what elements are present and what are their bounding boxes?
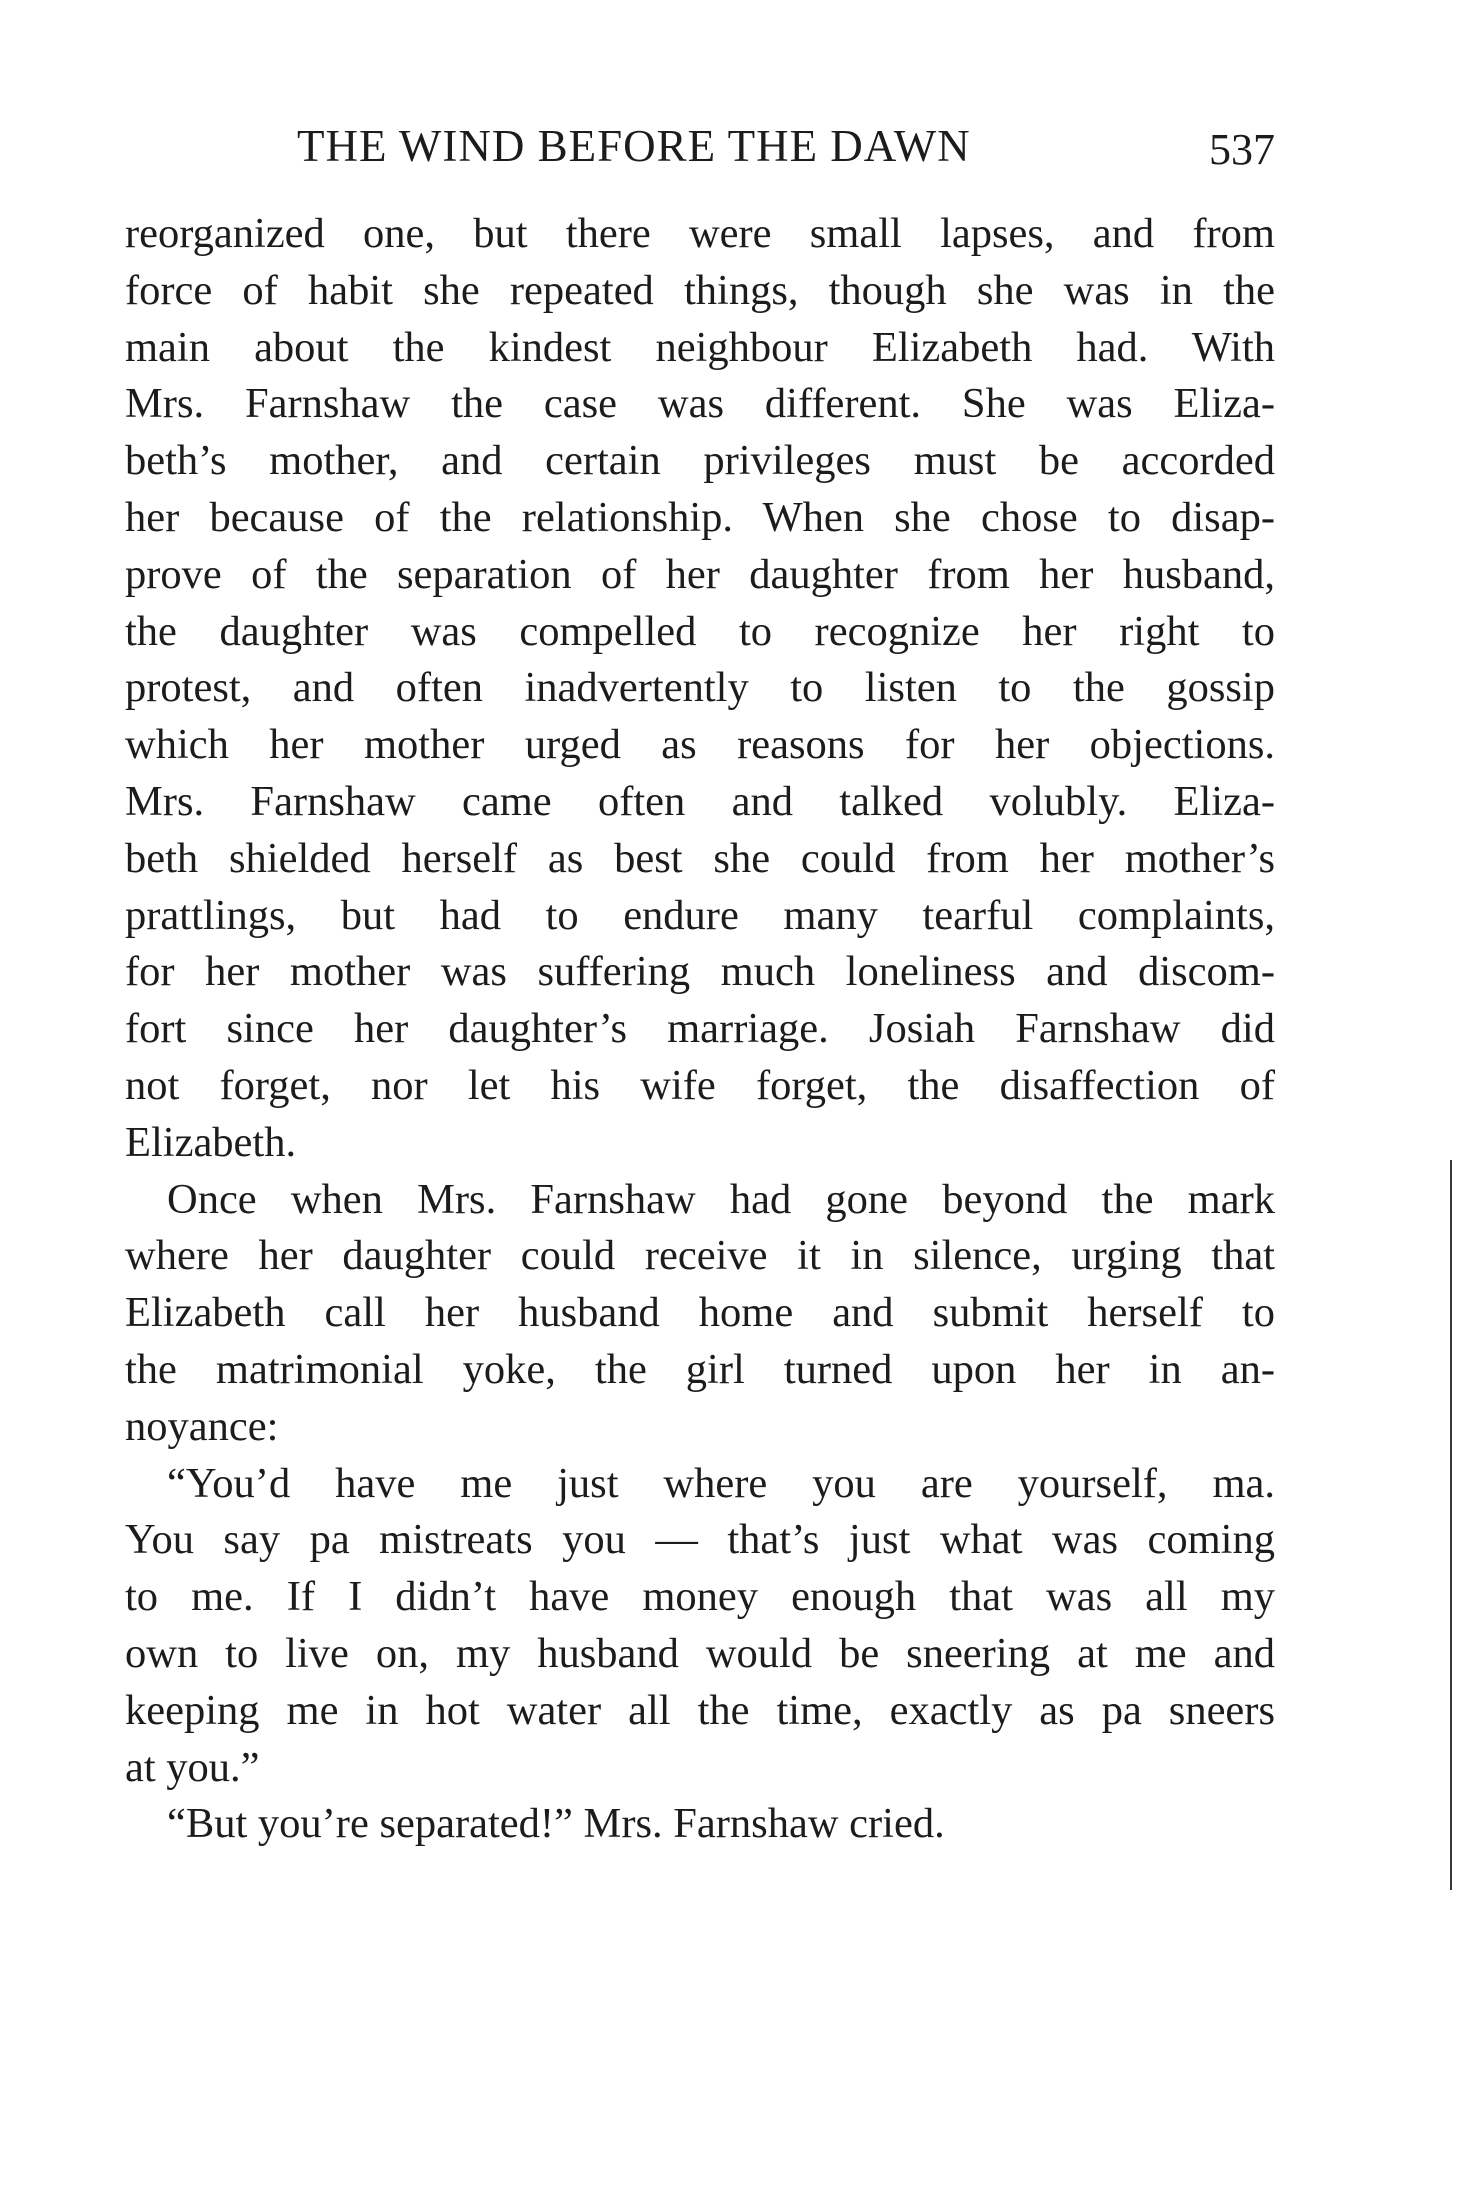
text-line: prove of the separation of her daughter from her husband,	[125, 550, 1275, 598]
text-line: to me. If I didn’t have money enough that was all my	[125, 1573, 1275, 1621]
paragraph	[125, 1796, 1275, 1853]
text-line: “But you’re separated!” Mrs. Farnshaw cried.	[167, 1800, 945, 1848]
text-line: Mrs. Farnshaw came often and talked volubly. Eliza-	[125, 777, 1275, 825]
page-header	[125, 120, 1275, 182]
page-edge-shadow	[1450, 1160, 1452, 1890]
text-line: prattlings, but had to endure many tearful complaints,	[125, 891, 1275, 939]
text-line: noyance:	[125, 1402, 279, 1450]
body-text	[125, 206, 1275, 1853]
text-line: beth’s mother, and certain privileges must be accorded	[125, 437, 1275, 485]
text-line: fort since her daughter’s marriage. Josiah Farnshaw did	[125, 1005, 1275, 1053]
text-line: not forget, nor let his wife forget, the disaffection of	[125, 1061, 1275, 1109]
text-line: reorganized one, but there were small lapses, and from	[125, 210, 1275, 257]
text-line: Once when Mrs. Farnshaw had gone beyond the mark	[167, 1175, 1275, 1223]
text-line: Mrs. Farnshaw the case was different. She was Eliza-	[125, 380, 1275, 428]
text-line: main about the kindest neighbour Elizabeth had. With	[125, 323, 1275, 371]
text-line: Elizabeth call her husband home and submit herself to	[125, 1289, 1275, 1337]
text-line: where her daughter could receive it in silence, urging that	[125, 1232, 1275, 1280]
paragraph	[125, 1172, 1275, 1456]
running-title: THE WIND BEFORE THE DAWN	[297, 121, 971, 171]
text-line: which her mother urged as reasons for her objections.	[125, 721, 1275, 769]
text-line: beth shielded herself as best she could from her mother’s	[125, 834, 1275, 882]
text-line: her because of the relationship. When she chose to disap-	[125, 493, 1275, 541]
text-line: “You’d have me just where you are yourself, ma.	[167, 1459, 1275, 1507]
text-line: keeping me in hot water all the time, exactly as pa sneers	[125, 1686, 1275, 1734]
text-line: the daughter was compelled to recognize her right to	[125, 607, 1275, 655]
text-line: force of habit she repeated things, though she was in the	[125, 266, 1275, 314]
paragraph	[125, 1456, 1275, 1797]
page-number: 537	[1209, 125, 1275, 174]
paragraph	[125, 206, 1275, 1172]
text-line: You say pa mistreats you — that’s just what was coming	[125, 1516, 1275, 1564]
text-line: at you.”	[125, 1743, 260, 1791]
text-line: Elizabeth.	[125, 1118, 297, 1166]
text-line: the matrimonial yoke, the girl turned upon her in an-	[125, 1345, 1275, 1393]
text-line: for her mother was suffering much loneliness and discom-	[125, 948, 1275, 996]
text-line: protest, and often inadvertently to listen to the gossip	[125, 664, 1275, 712]
text-line: own to live on, my husband would be sneering at me and	[125, 1629, 1275, 1677]
